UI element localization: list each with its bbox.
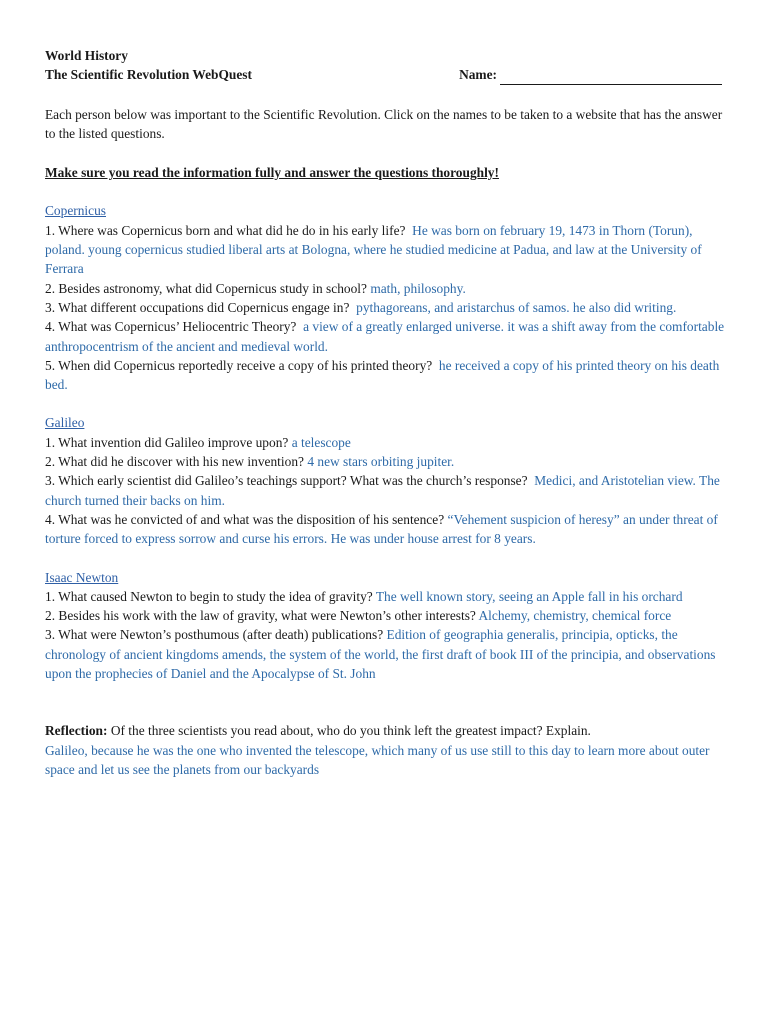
question-text: 2. What did he discover with his new invention? xyxy=(45,454,304,470)
answer-text: He was born on february 19, 1473 in Thorn (Torun), poland. young copernicus studied liberal arts at Bologna, where he studied medicine at Padua, and law at the University of Ferrara xyxy=(45,222,702,277)
question-text: 1. What invention did Galileo improve upon? xyxy=(45,434,289,450)
intro-text: Each person below was important to the Scientific Revolution. Click on the names to be taken to a website that has the answer to the listed questions. xyxy=(45,106,723,141)
answer-text: pythagoreans, and aristarchus of samos. he also did writing. xyxy=(356,299,677,315)
question-item xyxy=(45,221,728,279)
answer-text: Alchemy, chemistry, chemical force xyxy=(478,608,672,624)
section-link-newton[interactable]: Isaac Newton xyxy=(45,569,119,585)
question-item xyxy=(45,298,728,317)
answer-text: he received a copy of his printed theory on his death bed. xyxy=(45,357,720,393)
instruction-text: Make sure you read the information fully and answer the questions thoroughly! xyxy=(45,165,499,181)
question-text: 3. What were Newton’s posthumous (after death) publications? xyxy=(45,627,384,643)
question-item xyxy=(45,510,728,549)
question-item xyxy=(45,587,728,606)
answer-text: Edition of geographia generalis, principia, opticks, the chronology of ancient kingdoms amends, the system of the world, the first draft of book III of the principia, and observations upon the prophecies of Daniel and the Apocalypse of St. John xyxy=(45,627,716,682)
section-link-copernicus[interactable]: Copernicus xyxy=(45,203,106,219)
question-item xyxy=(45,606,728,625)
question-item xyxy=(45,279,728,298)
section-newton xyxy=(45,568,728,684)
reflection-label: Reflection: xyxy=(45,723,108,739)
answer-text: “Vehement suspicion of heresy” an under threat of torture forced to express sorrow and curse his errors. He was under house arrest for 8 years. xyxy=(45,511,718,547)
course-title: World History xyxy=(45,48,128,63)
question-text: 1. Where was Copernicus born and what did he do in his early life? xyxy=(45,222,406,238)
section-copernicus xyxy=(45,201,728,394)
reflection-question-text: Of the three scientists you read about, who do you think left the greatest impact? Explain. xyxy=(110,723,591,739)
name-label: Name: xyxy=(459,67,497,83)
question-text: 4. What was he convicted of and what was the disposition of his sentence? xyxy=(45,511,445,527)
answer-text: The well known story, seeing an Apple fall in his orchard xyxy=(375,588,683,604)
name-blank-line[interactable] xyxy=(500,70,722,85)
question-item xyxy=(45,471,728,510)
question-text: 3. What different occupations did Copernicus engage in? xyxy=(45,299,350,315)
header-row xyxy=(45,46,728,85)
reflection-section xyxy=(45,721,728,779)
question-item xyxy=(45,356,728,395)
question-item xyxy=(45,625,728,683)
question-text: 3. Which early scientist did Galileo’s teachings support? What was the church’s response? xyxy=(45,473,528,489)
answer-text: Medici, and Aristotelian view. The church turned their backs on him. xyxy=(45,473,720,508)
answer-text: math, philosophy. xyxy=(370,280,466,296)
answer-text: 4 new stars orbiting jupiter. xyxy=(307,454,455,470)
reflection-question xyxy=(45,721,728,740)
question-item xyxy=(45,433,728,452)
question-item xyxy=(45,452,728,471)
question-text: 2. Besides his work with the law of gravity, what were Newton’s other interests? xyxy=(45,608,476,624)
question-text: 4. What was Copernicus’ Heliocentric Theory? xyxy=(45,319,297,335)
question-text: 2. Besides astronomy, what did Copernicus study in school? xyxy=(45,280,367,296)
section-link-galileo[interactable]: Galileo xyxy=(45,415,85,431)
question-text: 5. When did Copernicus reportedly receive a copy of his printed theory? xyxy=(45,357,433,373)
answer-text: a telescope xyxy=(291,434,351,450)
worksheet-title: The Scientific Revolution WebQuest xyxy=(45,67,252,83)
name-field[interactable] xyxy=(459,46,722,85)
answer-text: a view of a greatly enlarged universe. it was a shift away from the comfortable anthropocentrism of the ancient and medieval world. xyxy=(45,319,725,354)
question-item xyxy=(45,317,728,356)
reflection-answer: Galileo, because he was the one who invented the telescope, which many of us use still to this day to learn more about outer space and let us see the planets from our backyards xyxy=(45,742,710,777)
section-galileo xyxy=(45,413,728,548)
question-text: 1. What caused Newton to begin to study the idea of gravity? xyxy=(45,588,373,604)
